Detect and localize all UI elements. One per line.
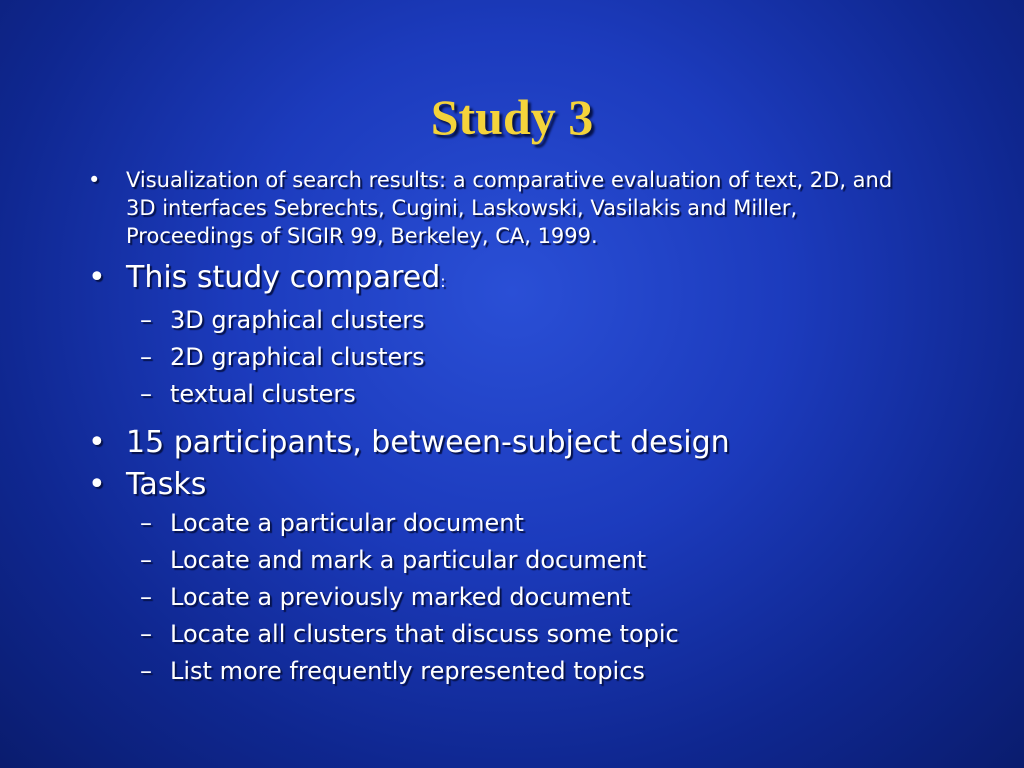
bullet-icon: •: [88, 168, 101, 192]
bullet-icon: •: [88, 260, 106, 295]
dash-icon: –: [140, 509, 152, 537]
dash-icon: –: [140, 546, 152, 574]
compared-colon: :: [440, 272, 446, 291]
task-item: Locate a particular document: [170, 509, 524, 537]
bullet-icon: •: [88, 467, 106, 502]
bullet-participants: [84, 423, 944, 463]
dash-icon: –: [140, 583, 152, 611]
bullet-compared: [84, 258, 944, 302]
sub-item: [84, 302, 944, 339]
dash-icon: –: [140, 380, 152, 408]
compared-heading: This study compared: [126, 260, 441, 295]
participants-text: 15 participants, between-subject design: [126, 425, 730, 460]
task-item: Locate a previously marked document: [170, 583, 631, 611]
sub-item: [84, 376, 944, 413]
tasks-heading: Tasks: [126, 467, 207, 502]
sub-item: [84, 505, 944, 542]
slide-title: Study 3: [430, 89, 594, 145]
sub-item: [84, 542, 944, 579]
compared-item: 3D graphical clusters: [170, 306, 425, 334]
bullet-tasks: [84, 465, 944, 505]
task-item: List more frequently represented topics: [170, 657, 645, 685]
compared-item: 2D graphical clusters: [170, 343, 425, 371]
sub-item: [84, 339, 944, 376]
dash-icon: –: [140, 306, 152, 334]
sub-item: [84, 616, 944, 653]
task-item: Locate and mark a particular document: [170, 546, 647, 574]
dash-icon: –: [140, 620, 152, 648]
bullet-icon: •: [88, 425, 106, 460]
task-item: Locate all clusters that discuss some topic: [170, 620, 679, 648]
sub-item: [84, 653, 944, 690]
compared-item: textual clusters: [170, 380, 356, 408]
bullet-reference: [84, 166, 944, 250]
slide-body: [84, 166, 944, 690]
reference-text: Visualization of search results: a comparative evaluation of text, 2D, and 3D interfaces Sebrechts, Cugini, Laskowski, Vasilakis and Miller, Proceedings of SIGIR 99, Berkeley, CA, 1999.: [126, 168, 893, 248]
dash-icon: –: [140, 657, 152, 685]
sub-item: [84, 579, 944, 616]
dash-icon: –: [140, 343, 152, 371]
